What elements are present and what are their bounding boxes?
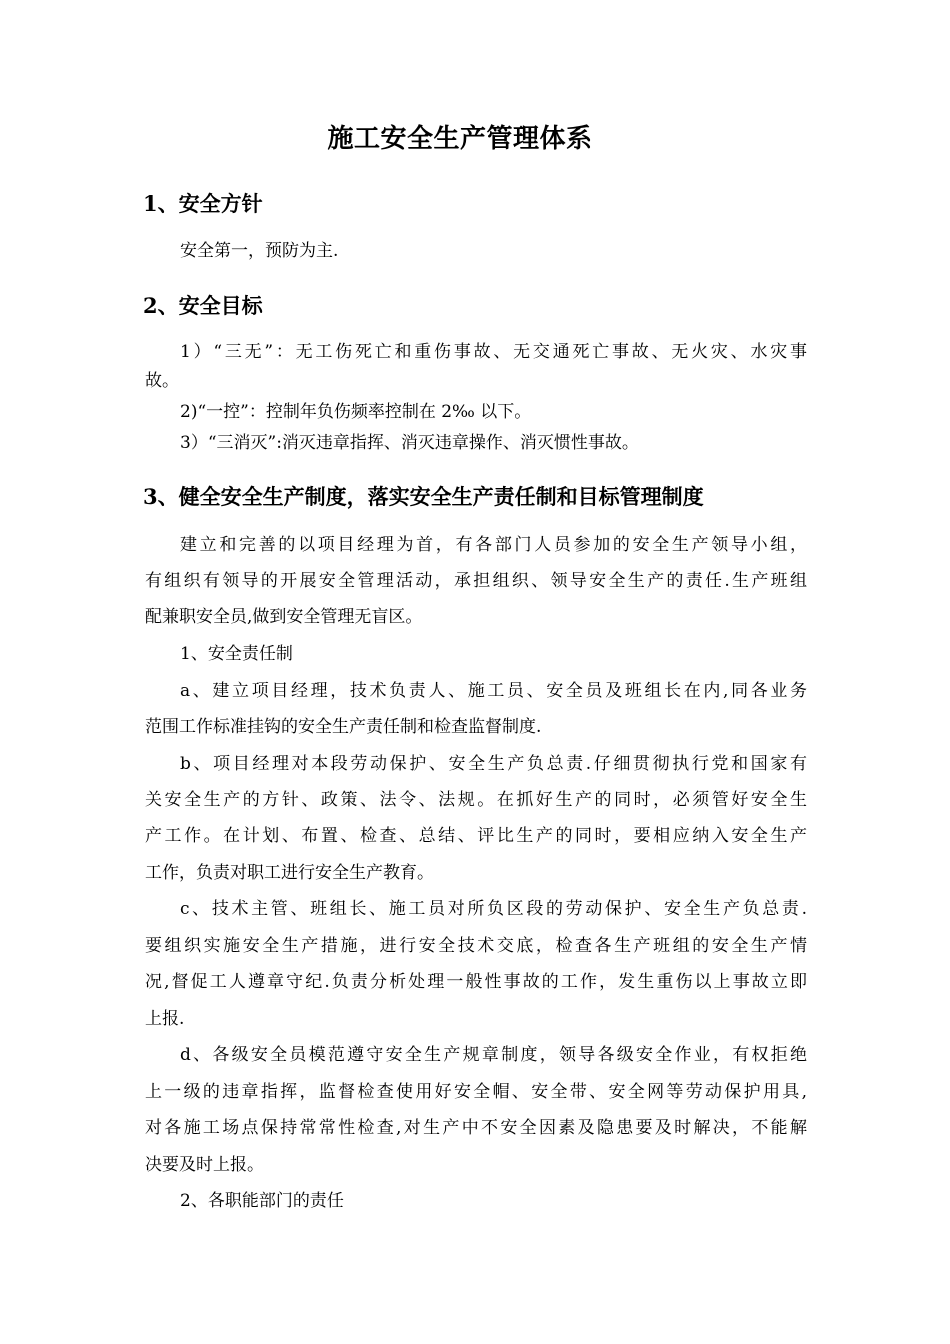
section-2-line-1: 1）“三无”：无工伤死亡和重伤事故、无交通死亡事故、无火灾、水灾事 xyxy=(180,342,807,362)
section-3-line-17: 对各施工场点保持常常性检查,对生产中不安全因素及隐患要及时解决，不能解 xyxy=(145,1118,807,1138)
section-3-line-3: 配兼职安全员,做到安全管理无盲区。 xyxy=(145,607,423,627)
document-title: 施工安全生产管理体系 xyxy=(327,124,593,154)
section-3-heading: 3、健全安全生产制度，落实安全生产责任制和目标管理制度 xyxy=(143,484,704,509)
section-2-line-3: 2)“一控”：控制年负伤频率控制在 2‰ 以下。 xyxy=(180,402,532,422)
section-3-line-7: b、项目经理对本段劳动保护、安全生产负总责.仔细贯彻执行党和国家有 xyxy=(180,754,807,774)
section-3-line-2: 有组织有领导的开展安全管理活动，承担组织、领导安全生产的责任.生产班组 xyxy=(145,571,807,591)
section-2-line-2: 故。 xyxy=(145,371,179,391)
section-3-line-8: 关安全生产的方针、政策、法令、法规。在抓好生产的同时，必须管好安全生 xyxy=(145,790,807,810)
section-3-line-15: d、各级安全员模范遵守安全生产规章制度，领导各级安全作业，有权拒绝 xyxy=(180,1045,807,1065)
section-3-line-5: a、建立项目经理，技术负责人、施工员、安全员及班组长在内,同各业务 xyxy=(180,681,807,701)
section-3-line-14: 上报. xyxy=(145,1009,185,1029)
section-3-line-16: 上一级的违章指挥，监督检查使用好安全帽、安全带、安全网等劳动保护用具, xyxy=(145,1082,807,1102)
section-1-line-1: 安全第一，预防为主. xyxy=(180,241,339,261)
section-3-line-6: 范围工作标准挂钩的安全生产责任制和检查监督制度. xyxy=(145,717,542,737)
section-3-line-9: 产工作。在计划、布置、检查、总结、评比生产的同时，要相应纳入安全生产 xyxy=(145,826,807,846)
section-3-line-19: 2、各职能部门的责任 xyxy=(180,1191,344,1211)
section-3-line-1: 建立和完善的以项目经理为首，有各部门人员参加的安全生产领导小组， xyxy=(180,535,807,555)
section-3-line-13: 况,督促工人遵章守纪.负责分析处理一般性事故的工作，发生重伤以上事故立即 xyxy=(145,972,807,992)
section-2-line-4: 3）“三消灭”:消灭违章指挥、消灭违章操作、消灭惯性事故。 xyxy=(180,433,639,453)
section-3-line-18: 决要及时上报。 xyxy=(145,1155,264,1175)
section-3-line-11: c、技术主管、班组长、施工员对所负区段的劳动保护、安全生产负总责. xyxy=(180,899,807,919)
section-3-line-4: 1、安全责任制 xyxy=(180,644,293,664)
section-1-heading: 1、安全方针 xyxy=(143,191,263,216)
section-2-heading: 2、安全目标 xyxy=(143,293,263,318)
section-3-line-12: 要组织实施安全生产措施，进行安全技术交底，检查各生产班组的安全生产情 xyxy=(145,936,807,956)
section-3-line-10: 工作，负责对职工进行安全生产教育。 xyxy=(145,863,434,883)
